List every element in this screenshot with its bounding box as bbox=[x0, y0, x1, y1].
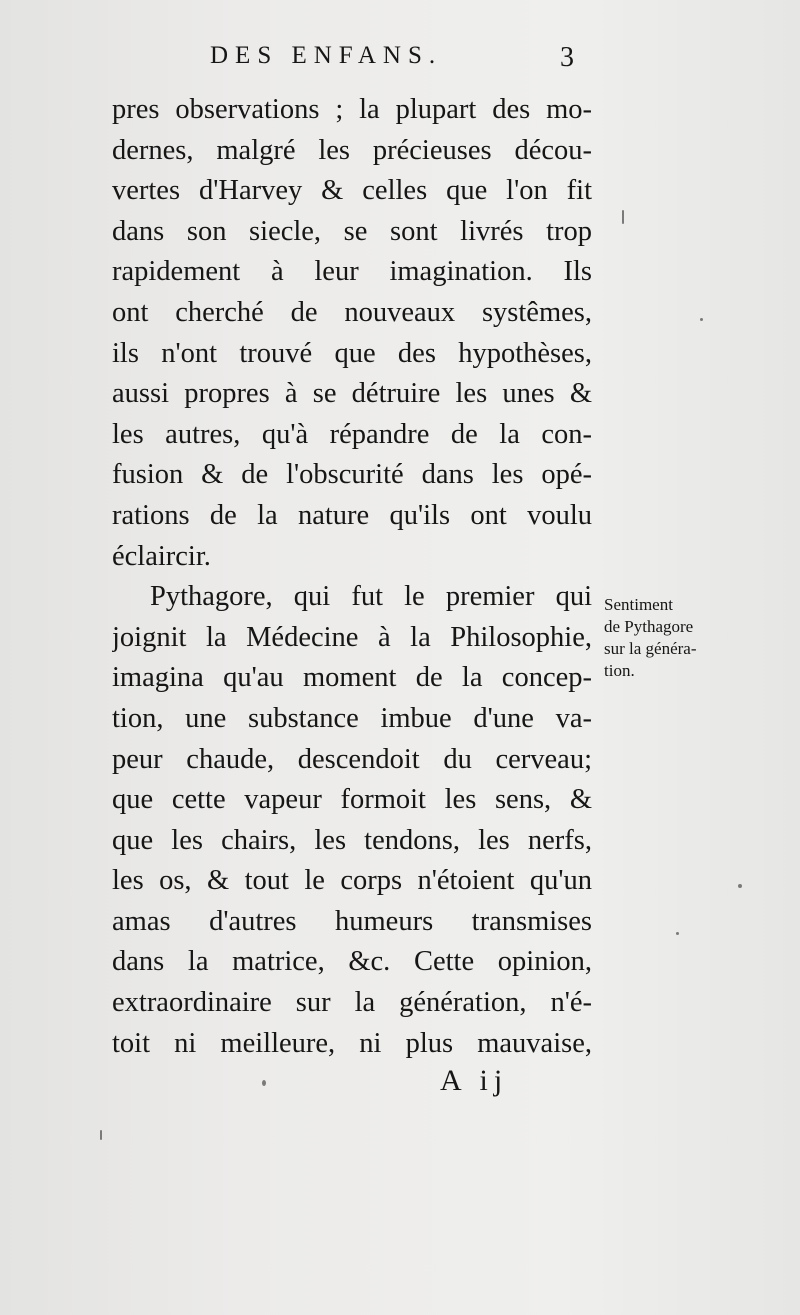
margin-note bbox=[604, 594, 724, 682]
text-line: joignit la Médecine à la Philosophie, bbox=[112, 621, 592, 653]
text-line: dans la matrice, &c. Cette opinion, bbox=[112, 946, 592, 978]
text-line: dernes, malgré les précieuses décou- bbox=[112, 134, 592, 166]
text-line: Pythagore, qui fut le premier qui bbox=[150, 581, 592, 613]
text-line: aussi propres à se détruire les unes & bbox=[112, 378, 592, 410]
text-line: ont cherché de nouveaux systêmes, bbox=[112, 296, 592, 328]
paper-speck bbox=[676, 932, 679, 935]
text-line: les autres, qu'à répandre de la con- bbox=[112, 418, 592, 450]
paper-speck bbox=[700, 318, 703, 321]
text-line: que cette vapeur formoit les sens, & bbox=[112, 784, 592, 816]
margin-note-line: de Pythagore bbox=[604, 617, 694, 636]
paper-speck bbox=[100, 1130, 102, 1140]
text-line: peur chaude, descendoit du cerveau; bbox=[112, 743, 592, 775]
text-line: pres observations ; la plupart des mo- bbox=[112, 94, 592, 125]
text-line: dans son siecle, se sont livrés trop bbox=[112, 215, 592, 247]
text-line: éclaircir. bbox=[112, 540, 211, 572]
text-line: rations de la nature qu'ils ont voulu bbox=[112, 499, 592, 531]
text-line: rapidement à leur imagination. Ils bbox=[112, 256, 592, 288]
body-text bbox=[112, 90, 592, 1064]
page-number: 3 bbox=[560, 42, 574, 73]
text-line: les os, & tout le corps n'étoient qu'un bbox=[112, 865, 592, 897]
text-line: vertes d'Harvey & celles que l'on fit bbox=[112, 175, 592, 207]
text-line: imagina qu'au moment de la concep- bbox=[112, 662, 592, 694]
margin-note-line: Sentiment bbox=[604, 595, 673, 614]
text-line: fusion & de l'obscurité dans les opé- bbox=[112, 459, 592, 491]
margin-note-line: tion. bbox=[604, 661, 635, 680]
margin-note-line: sur la généra- bbox=[604, 639, 697, 658]
signature-mark: A ij bbox=[440, 1064, 509, 1097]
paper-speck bbox=[622, 210, 624, 224]
text-line: extraordinaire sur la génération, n'é- bbox=[112, 987, 592, 1019]
text-line: amas d'autres humeurs transmises bbox=[112, 905, 592, 937]
running-head: DES ENFANS. bbox=[210, 42, 443, 69]
text-line: toit ni meilleure, ni plus mauvaise, bbox=[112, 1027, 592, 1059]
paper-speck bbox=[738, 884, 742, 888]
text-line: que les chairs, les tendons, les nerfs, bbox=[112, 824, 592, 856]
paper-speck bbox=[262, 1080, 266, 1086]
text-line: tion, une substance imbue d'une va- bbox=[112, 702, 592, 734]
text-line: ils n'ont trouvé que des hypothèses, bbox=[112, 337, 592, 369]
